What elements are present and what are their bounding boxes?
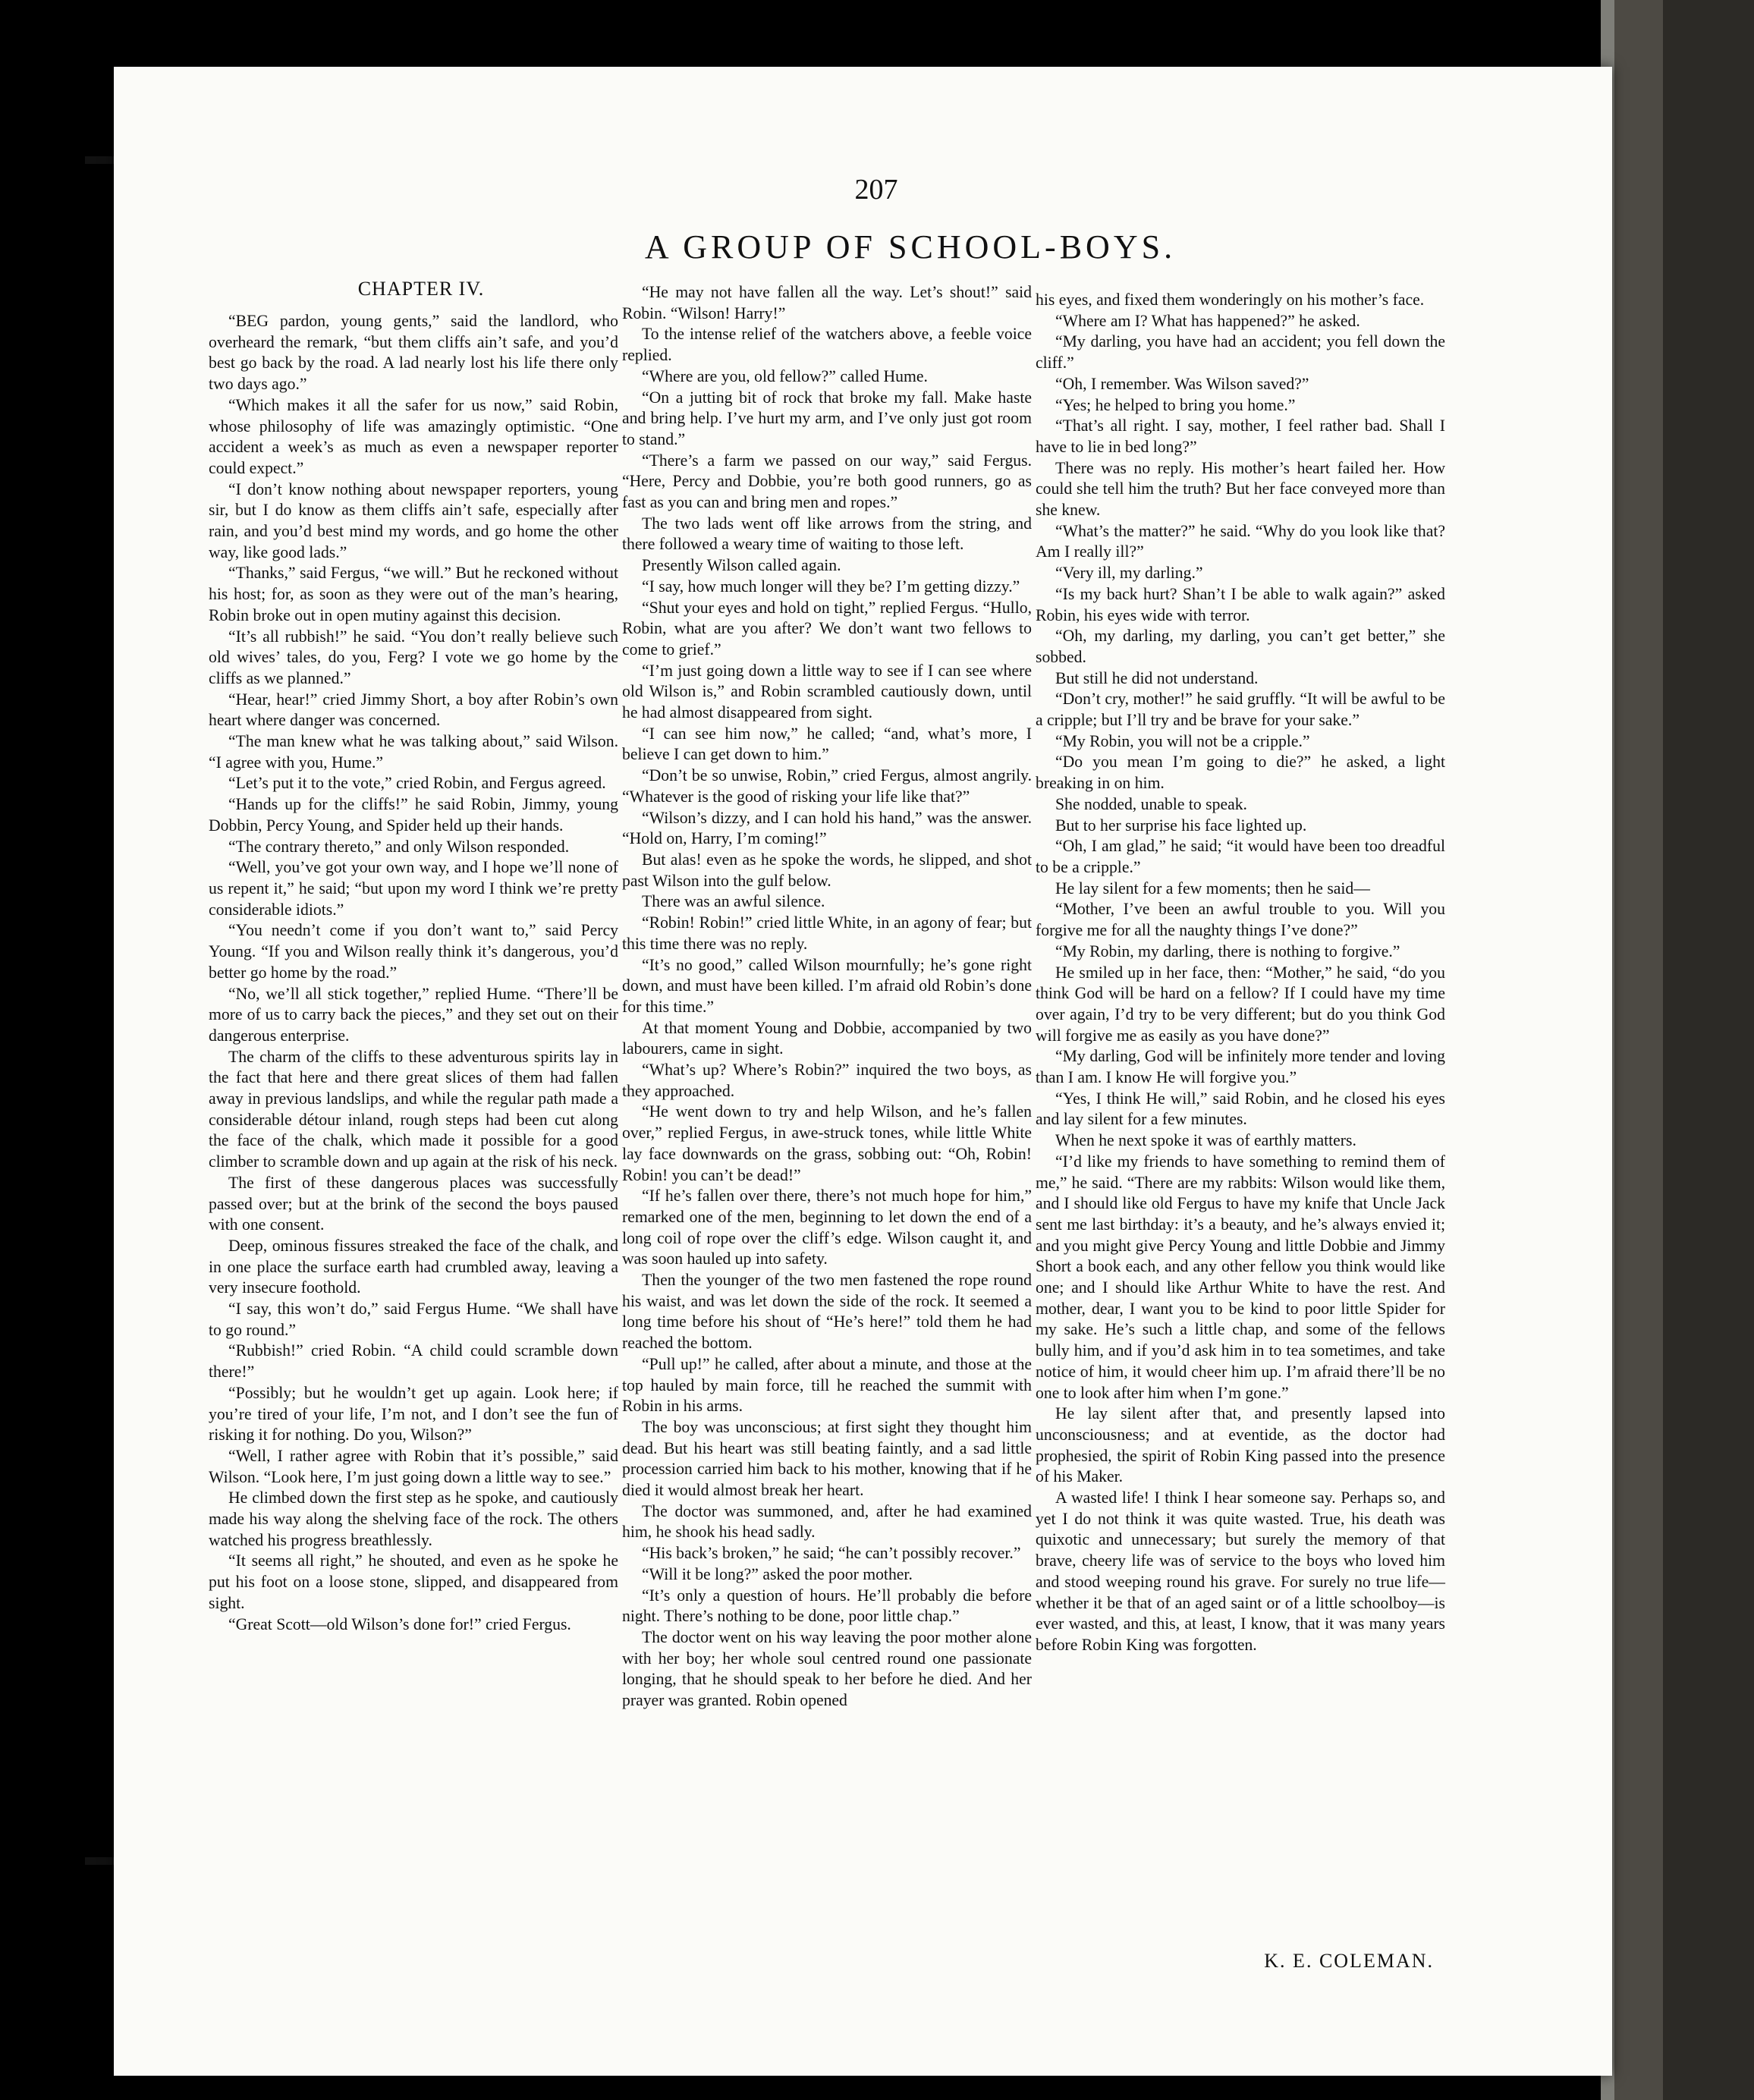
paragraph: “My darling, you have had an accident; you fell down the cliff.” xyxy=(1036,332,1445,373)
paragraph: But to her surprise his face lighted up. xyxy=(1055,816,1307,835)
paragraph: “Will it be long?” asked the poor mother. xyxy=(642,1564,913,1583)
paragraph: “Mother, I’ve been an awful trouble to you. Will you forgive me for all the naughty things I’ve done?” xyxy=(1036,900,1445,940)
paragraph: his eyes, and fixed them wonderingly on his mother’s face. xyxy=(1036,291,1425,309)
margin-marker xyxy=(85,1857,114,1865)
paragraph: “Oh, I remember. Was Wilson saved?” xyxy=(1055,374,1309,393)
text-column-2 xyxy=(622,282,1032,1712)
paragraph: “The man knew what he was talking about,” said Wilson. “I agree with you, Hume.” xyxy=(209,732,618,772)
paragraph: “I say, this won’t do,” said Fergus Hume. “We shall have to go round.” xyxy=(209,1300,618,1339)
paragraph: “Where are you, old fellow?” called Hume. xyxy=(642,366,928,385)
paragraph: “It’s only a question of hours. He’ll probably die before night. There’s nothing to be done, poor little chap.” xyxy=(622,1586,1032,1626)
paragraph: “Shut your eyes and hold on tight,” replied Fergus. “Hullo, Robin, what are you after? We don’t want two fellows to come to grief.” xyxy=(622,598,1032,659)
paragraph: “My Robin, you will not be a cripple.” xyxy=(1055,731,1310,750)
paragraph: “Hear, hear!” cried Jimmy Short, a boy after Robin’s own heart where danger was concerned. xyxy=(209,690,618,730)
paragraph: “If he’s fallen over there, there’s not much hope for him,” remarked one of the men, beginning to let down the end of a long coil of rope over the cliff’s edge. Wilson caught it, and was soon hauled up into safety. xyxy=(622,1187,1032,1268)
paragraph: “You needn’t come if you don’t want to,” said Percy Young. “If you and Wilson really think it’s dangerous, you’d better go home by the road.” xyxy=(209,921,618,982)
book-page-edge xyxy=(1663,0,1754,2100)
paragraph: But still he did not understand. xyxy=(1055,668,1259,687)
paragraph: Then the younger of the two men fastened the rope round his waist, and was let down the side of the rock. It seemed a long time before his shout of “He’s here!” told them he had reached the bottom. xyxy=(622,1271,1032,1353)
paragraph: “My Robin, my darling, there is nothing to forgive.” xyxy=(1055,942,1400,960)
paragraph: At that moment Young and Dobbie, accompanied by two labourers, came in sight. xyxy=(622,1018,1032,1058)
paragraph: He climbed down the first step as he spoke, and cautiously made his way along the shelving face of the rock. The others watched his progress breathlessly. xyxy=(209,1489,618,1549)
paragraph: “BEG pardon, young gents,” said the landlord, who overheard the remark, “but them cliffs ain’t safe, and you’d best go back by the road. A lad nearly lost his life there only two days ago.” xyxy=(209,312,618,394)
paragraph: But alas! even as he spoke the words, he slipped, and shot past Wilson into the gulf below. xyxy=(622,850,1032,890)
paragraph: “Yes; he helped to bring you home.” xyxy=(1055,395,1296,414)
paragraph: “It’s no good,” called Wilson mournfully; he’s gone right down, and must have been killed. I’m afraid old Robin’s done for this time.” xyxy=(622,955,1032,1016)
paragraph: “Is my back hurt? Shan’t I be able to walk again?” asked Robin, his eyes wide with terror. xyxy=(1036,584,1445,624)
paragraph: “I’m just going down a little way to see if I can see where old Wilson is,” and Robin scrambled cautiously down, until he had almost disappeared from sight. xyxy=(622,661,1032,722)
paragraph: She nodded, unable to speak. xyxy=(1055,794,1247,813)
paragraph: “What’s the matter?” he said. “Why do you look like that? Am I really ill?” xyxy=(1036,521,1445,561)
paragraph: The doctor was summoned, and, after he had examined him, he shook his head sadly. xyxy=(622,1501,1032,1542)
paragraph: “Robin! Robin!” cried little White, in an agony of fear; but this time there was no reply. xyxy=(622,913,1032,953)
paragraph: He smiled up in her face, then: “Mother,” he said, “do you think God will be hard on a fellow? If I could have my time over again, I’d try to be very different; but do you think God will forgive me as easily as you have done?” xyxy=(1036,963,1445,1045)
paragraph: “I don’t know nothing about newspaper reporters, young sir, but I do know as them cliffs ain’t safe, especially after rain, and you’d best mind my words, and go home the other way, like good lads.” xyxy=(209,479,618,561)
paragraph: “The contrary thereto,” and only Wilson responded. xyxy=(228,837,570,856)
paragraph: “Let’s put it to the vote,” cried Robin, and Fergus agreed. xyxy=(228,774,606,793)
paragraph: The first of these dangerous places was successfully passed over; but at the brink of the second the boys paused with one consent. xyxy=(209,1173,618,1234)
paragraph: “His back’s broken,” he said; “he can’t possibly recover.” xyxy=(642,1544,1021,1563)
paragraph: “Rubbish!” cried Robin. “A child could scramble down there!” xyxy=(209,1341,618,1382)
paragraph: “Pull up!” he called, after about a minute, and those at the top hauled by main force, till he reached the summit with Robin in his arms. xyxy=(622,1354,1032,1416)
paragraph: “Well, I rather agree with Robin that it’s possible,” said Wilson. “Look here, I’m just going down a little way to see.” xyxy=(209,1446,618,1486)
paragraph: Presently Wilson called again. xyxy=(642,556,841,575)
paragraph: “Oh, my darling, my darling, you can’t get better,” she sobbed. xyxy=(1036,627,1445,666)
margin-marker xyxy=(85,156,114,164)
text-column-1 xyxy=(209,311,618,1635)
paragraph: “I’d like my friends to have something to remind them of me,” he said. “There are my rabbits: Wilson would like them, and I should like old Fergus to have my knife that Uncle Jack sent me last birthday: it’s a beauty, and he’s always envied it; and you might give Percy Young and little Dobbie and Jimmy Short a book each, and any other fellow you think would like one; and I should like Arthur White to have the rest. And mother, dear, I want you to be kind to poor little Spider for my sake. He’s such a little chap, and some of the fellows bully him, and if you’d ask him in to tea sometimes, and take notice of him, it would cheer him up. I’m afraid there’ll be no one to look after him when I’m gone.” xyxy=(1036,1152,1445,1402)
paragraph: “Which makes it all the safer for us now,” said Robin, whose philosophy of life was amazingly optimistic. “One accident a week’s as much as even a newspaper reporter could expect.” xyxy=(209,395,618,477)
paragraph: “Oh, I am glad,” he said; “it would have been too dreadful to be a cripple.” xyxy=(1036,837,1445,876)
paragraph: “Well, you’ve got your own way, and I hope we’ll none of us repent it,” he said; “but upon my word I think we’re pretty considerable idiots.” xyxy=(209,858,618,919)
paragraph: “There’s a farm we passed on our way,” said Fergus. “Here, Percy and Dobbie, you’re both good runners, go as fast as you can and bring men and ropes.” xyxy=(622,451,1032,512)
paragraph: The boy was unconscious; at first sight they thought him dead. But his heart was still beating faintly, and a sad little procession carried him back to his mother, knowing that if he died it would almost break her heart. xyxy=(622,1417,1032,1500)
paragraph: “Do you mean I’m going to die?” he asked, a light breaking in on him. xyxy=(1036,753,1445,793)
paragraph: A wasted life! I think I hear someone say. Perhaps so, and yet I do not think it was quite wasted. True, his death was quixotic and unnecessary; but surely the memory of that brave, cheery life was of service to the boys who loved him and stood weeping round his grave. For surely no true life—whether it be that of an aged saint or of a little schoolboy—is ever wasted, and this, at least, I know, that it was many years before Robin King was forgotten. xyxy=(1036,1489,1445,1654)
paragraph: There was no reply. His mother’s heart failed her. How could she tell him the truth? But her face conveyed more than she knew. xyxy=(1036,458,1445,520)
paragraph: “Great Scott—old Wilson’s done for!” cried Fergus. xyxy=(228,1614,571,1633)
paragraph: “Thanks,” said Fergus, “we will.” But he reckoned without his host; for, as soon as they were out of the man’s hearing, Robin broke out in open mutiny against this decision. xyxy=(209,564,618,624)
book-page-edge xyxy=(1614,0,1663,2100)
paragraph: “I can see him now,” he called; “and, what’s more, I believe I can get down to him.” xyxy=(622,724,1032,764)
paragraph: “Very ill, my darling.” xyxy=(1055,564,1203,583)
paragraph: “Don’t be so unwise, Robin,” cried Fergus, almost angrily. “Whatever is the good of risking your life like that?” xyxy=(622,766,1032,806)
paragraph: The charm of the cliffs to these adventurous spirits lay in the fact that here and there great slices of them had fallen away in previous landslips, and while the regular path made a considerable détour inland, rough steps had been cut along the face of the chalk, which made it possible for a good climber to scramble down and up again at the risk of his neck. xyxy=(209,1047,618,1171)
article-title: A GROUP OF SCHOOL-BOYS. xyxy=(644,228,1177,266)
paragraph: “Hands up for the cliffs!” he said Robin, Jimmy, young Dobbin, Percy Young, and Spider held up their hands. xyxy=(209,795,618,835)
chapter-heading: CHAPTER IV. xyxy=(357,278,485,300)
paragraph: “On a jutting bit of rock that broke my fall. Make haste and bring help. I’ve hurt my arm, and I’ve only just got room to stand.” xyxy=(622,388,1032,448)
paragraph: “Where am I? What has happened?” he asked. xyxy=(1055,311,1360,330)
paragraph: “No, we’ll all stick together,” replied Hume. “There’ll be more of us to carry back the pieces,” and they set out on their dangerous enterprise. xyxy=(209,984,618,1045)
paragraph: “I say, how much longer will they be? I’m getting dizzy.” xyxy=(642,577,1020,596)
paragraph: “He may not have fallen all the way. Let’s shout!” said Robin. “Wilson! Harry!” xyxy=(622,283,1032,322)
paragraph: When he next spoke it was of earthly matters. xyxy=(1055,1131,1356,1150)
paragraph: He lay silent for a few moments; then he said— xyxy=(1055,879,1370,898)
paragraph: “It seems all right,” he shouted, and even as he spoke he put his foot on a loose stone, slipped, and disappeared from sight. xyxy=(209,1551,618,1612)
paragraph: To the intense relief of the watchers above, a feeble voice replied. xyxy=(622,325,1032,365)
paragraph: The two lads went off like arrows from the string, and there followed a weary time of waiting to those left. xyxy=(622,514,1032,554)
paragraph: “Don’t cry, mother!” he said gruffly. “It will be awful to be a cripple; but I’ll try and be brave for your sake.” xyxy=(1036,690,1445,730)
paragraph: “What’s up? Where’s Robin?” inquired the two boys, as they approached. xyxy=(622,1061,1032,1100)
paragraph: “Yes, I think He will,” said Robin, and he closed his eyes and lay silent for a few minutes. xyxy=(1036,1089,1445,1129)
paragraph: He lay silent after that, and presently lapsed into unconsciousness; and at eventide, as the doctor had prophesied, the spirit of Robin King passed into the presence of his Maker. xyxy=(1036,1404,1445,1486)
paragraph: “Wilson’s dizzy, and I can hold his hand,” was the answer. “Hold on, Harry, I’m coming!” xyxy=(622,808,1032,848)
paragraph: Deep, ominous fissures streaked the face of the chalk, and in one place the surface earth had crumbled away, leaving a very insecure foothold. xyxy=(209,1236,618,1297)
paragraph: There was an awful silence. xyxy=(642,892,825,911)
author-signature: K. E. COLEMAN. xyxy=(1264,1950,1434,1972)
paragraph: “That’s all right. I say, mother, I feel rather bad. Shall I have to lie in bed long?” xyxy=(1036,417,1445,456)
text-column-3 xyxy=(1036,290,1445,1656)
page-number: 207 xyxy=(854,174,898,206)
paragraph: “He went down to try and help Wilson, and he’s fallen over,” replied Fergus, in awe-struck tones, while little White lay face downwards on the grass, sobbing out: “Oh, Robin! Robin! you can’t be dead!” xyxy=(622,1102,1032,1184)
paragraph: “It’s all rubbish!” he said. “You don’t really believe such old wives’ tales, do you, Ferg? I vote we go home by the cliffs as we planned.” xyxy=(209,627,618,687)
paragraph: “My darling, God will be infinitely more tender and loving than I am. I know He will forgive you.” xyxy=(1036,1047,1445,1087)
paragraph: The doctor went on his way leaving the poor mother alone with her boy; her whole soul centred round one passionate longing, that he should speak to her before he died. And her prayer was granted. Robin opened xyxy=(622,1628,1032,1710)
paragraph: “Possibly; but he wouldn’t get up again. Look here; if you’re tired of your life, I’m not, and I don’t see the fun of risking it for nothing. Do you, Wilson?” xyxy=(209,1383,618,1445)
